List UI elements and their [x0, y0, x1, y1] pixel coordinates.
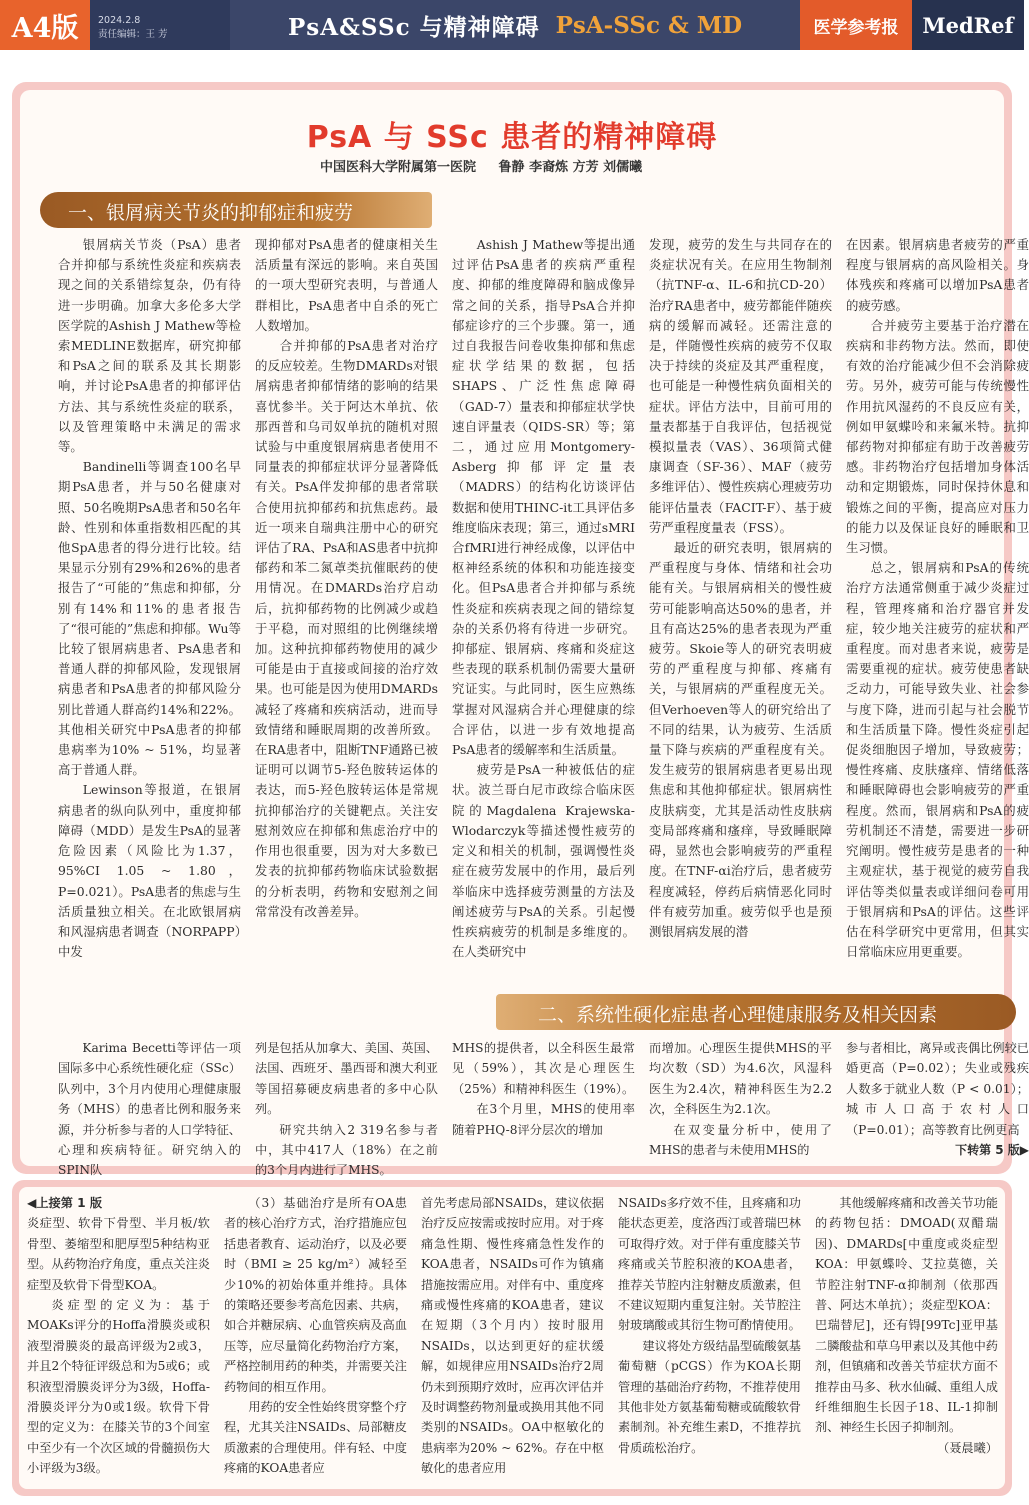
byline — [320, 156, 642, 175]
responsible-editor: 责任编辑：王 芳 — [98, 29, 168, 40]
paragraph: Lewinson等报道，在银屑病患者的纵向队列中，重度抑郁障碍（MDD）是发生PsA的显著危险因素（风险比为1.37，95%CI 1.05 ~ 1.80，P=0.021）。PsA患者的焦虑与生活质量独立相关。在北欧银屑病和风湿病患者调查（NORPAPP）中发 — [58, 782, 241, 960]
section-title — [230, 0, 800, 50]
page-number: A4版 — [0, 0, 90, 50]
continuation-body — [19, 1187, 1005, 1489]
section-2-columns — [58, 1038, 1029, 1178]
paragraph: Bandinelli等调查100名早期PsA患者，并与50名健康对照、50名晚期PsA患者和50名年龄、性别和体重指数相匹配的其他SpA患者的得分进行比较。结果显示分别有29%和26%的患者报告了“可能的”焦虑和抑郁，分别有14%和11%的患者报告了“很可能的”焦虑和抑郁。Wu等比较了银屑病患者、PsA患者和普通人群的抑郁风险，发现银屑病患者和PsA患者的抑郁风险分别比普通人群高约14%和22%。其他相关研究中PsA患者的抑郁患病率为10% ~ 51%，均显著高于普通人群。 — [58, 459, 241, 778]
paragraph: （3）基础治疗是所有OA患者的核心治疗方式，治疗措施应包括患者教育、运动治疗，以及必要时（BMI ≥ 25 kg/m²）减轻至少10%的初始体重并维持。具体的策略还要参考高危因素、共病，如合并糖尿病、心血管疾病及高血压等，应尽量简化药物治疗方案，严格控制用药的种类，并需要关注药物间的相互作用。 — [224, 1196, 407, 1394]
continuation-columns — [27, 1193, 998, 1485]
paragraph: 炎症型、软骨下骨型、半月板/软骨型、萎缩型和肥厚型5种结构亚型。从药物治疗角度，重点关注炎症型及软骨下骨型KOA。 — [27, 1216, 210, 1292]
continued-on-link[interactable]: 下转第 5 版▶ — [955, 1143, 1029, 1158]
text-column-2 — [255, 1038, 438, 1178]
continued-from-link[interactable]: ◀上接第 1 版 — [27, 1196, 103, 1210]
text-column-3 — [421, 1193, 604, 1485]
brand-logo-cn: 医学参考报 — [800, 0, 912, 50]
paragraph: 建议将处方级结晶型硫酸氨基葡萄糖（pCGS）作为KOA长期管理的基础治疗药物，不推荐使用其他非处方氨基葡萄糖或硫酸软骨素制剂。补充维生素D，不推荐抗骨质疏松治疗。 — [618, 1338, 801, 1455]
paragraph: 炎症型的定义为：基于MOAKs评分的Hoffa滑膜炎或积液型滑膜炎的最高评级为2或3，并且2个特征评级总和为5或6；或积液型滑膜炎评分为3级，Hoffa-滑膜炎评分为0或1级。软骨下骨型的定义为：在膝关节的3个间室中至少有一个次区域的骨髓损伤大小评级为3级。 — [27, 1298, 210, 1476]
paragraph: 疲劳是PsA一种被低估的症状。波兰哥白尼市政综合临床医院的Magdalena Krajewska-Wlodarczyk等描述慢性疲劳的定义和相关的机制，强调慢性炎症在疲劳发展中的作用，最后列举临床中选择疲劳测量的方法及阐述疲劳与PsA的关系。引起慢性疾病疲劳的机制是多维度的。在人类研究中 — [452, 762, 635, 960]
paragraph: 列是包括从加拿大、美国、英国、法国、西班牙、墨西哥和澳大利亚等国招募硬皮病患者的多中心队列。 — [255, 1041, 438, 1117]
issue-date: 2024.2.8 — [98, 15, 141, 26]
brand-logo-en: MedRef — [912, 0, 1024, 50]
issue-meta — [90, 0, 230, 50]
paragraph: MHS的提供者，以全科医生最常见（59%），其次是心理医生（25%）和精神科医生（19%）。 — [452, 1041, 635, 1096]
paragraph: 银屑病关节炎（PsA）患者合并抑郁与系统性炎症和疾病表现之间的关系错综复杂，仍有待进一步明确。加拿大多伦多大学医学院的Ashish J Mathew等检索MEDLINE数据库，研究抑郁和PsA之间的联系及其长期影响，并讨论PsA患者的抑郁评估方法、其与系统性炎症的联系，以及管理策略中未满足的需求等。 — [58, 237, 241, 455]
paragraph: 参与者相比，离异或丧偶比例较已婚更高（P=0.02）；失业或残疾人数多于就业人数（P < 0.01）；城市人口高于农村人口（P=0.01）；高等教育比例更高 — [846, 1041, 1029, 1137]
paragraph: 在双变量分析中，使用了MHS的患者与未使用MHS的 — [649, 1122, 832, 1158]
text-column-4 — [618, 1193, 801, 1485]
paragraph: 在3个月里，MHS的使用率随着PHQ-8评分层次的增加 — [452, 1102, 635, 1137]
section-heading-1: 一、银屑病关节炎的抑郁症和疲劳 — [40, 192, 432, 228]
paragraph: 研究共纳入2 319名参与者中，其中417人（18%）在之前的3个月内进行了MHS。 — [255, 1122, 438, 1178]
text-column-3 — [452, 1038, 635, 1173]
text-column-5 — [815, 1193, 998, 1485]
author-signoff: （聂晨曦） — [937, 1440, 998, 1455]
paragraph: NSAIDs多疗效不佳，且疼痛和功能状态更差，度洛西汀或普瑞巴林可取得疗效。对于伴有重度膝关节疼痛或关节腔积液的KOA患者，推荐关节腔内注射糖皮质激素，但不建议短期内重复注射。关节腔注射玻璃酸或其衍生物可酌情使用。 — [618, 1196, 801, 1333]
text-column-2 — [224, 1193, 407, 1485]
paragraph: Ashish J Mathew等提出通过评估PsA患者的疾病严重程度、抑郁的维度障碍和脑成像异常之间的关系，指导PsA合并抑郁症诊疗的三个步骤。第一，通过自我报告问卷收集抑郁和焦虑症状学结果的数据，包括SHAPS、广泛性焦虑障碍（GAD-7）量表和抑郁症状学快速自评量表（QIDS-SR）等；第二，通过应用Montgomery-Asberg抑郁评定量表（MADRS）的结构化访谈评估数据和使用THINC-it工具评估多维度临床表现；第三，通过sMRI合fMRI进行神经成像，以评估中枢神经系统的体积和功能连接变化。但PsA患者合并抑郁与系统性炎症和疾病表现之间的错综复杂的关系仍将有待进一步研究。抑郁症、银屑病、疼痛和炎症这些表现的联系机制仍需要大量研究证实。与此同时，医生应熟练掌握对风湿病合并心理健康的综合评估，以进一步有效地提高PsA患者的缓解率和生活质量。 — [452, 237, 635, 758]
text-column-5 — [846, 235, 1029, 985]
article-title: PsA 与 SSc 患者的精神障碍 — [306, 120, 718, 155]
article-body — [20, 90, 1029, 1178]
article-frame — [12, 82, 1029, 1178]
paragraph: 用药的安全性始终贯穿整个疗程，尤其关注NSAIDs、局部糖皮质激素的合理使用。伴有轻、中度疼痛的KOA患者应 — [224, 1400, 407, 1476]
paragraph: 现抑郁对PsA患者的健康相关生活质量有深远的影响。来自英国的一项大型研究表明，与普通人群相比，PsA患者中自杀的死亡人数增加。 — [255, 237, 438, 333]
text-column-1 — [58, 1038, 241, 1178]
paragraph: 总之，银屑病和PsA的传统治疗方法通常侧重于减少炎症过程，管理疼痛和治疗器官并发症，较少地关注疲劳的症状和严重程度。而对患者来说，疲劳是需要重视的症状。疲劳使患者缺乏动力，可能导致失业、社会参与度下降，进而引起与社会脱节和生活质量下降。慢性炎症引起促炎细胞因子增加，导致疲劳；慢性疼痛、皮肤瘙痒、情绪低落和睡眠障碍也会影响疲劳的严重程度。然而，银屑病和PsA的疲劳机制还不清楚，需要进一步研究阐明。慢性疲劳是患者的一种主观症状，基于视觉的疲劳自我评估等类似量表或详细问卷可用于银屑病和PsA的评估。这些评估在科学研究中更常用，但其实日常临床应用更重要。 — [846, 560, 1029, 960]
paragraph: 首先考虑局部NSAIDs，建议依据治疗反应按需或按时应用。对于疼痛急性期、慢性疼痛急性发作的KOA患者，NSAIDs可作为镇痛措施按需应用。对伴有中、重度疼痛或慢性疼痛的KOA患者，建议在短期（3个月内）按时服用NSAIDs，以达到更好的症状缓解，如规律应用NSAIDs治疗2周仍未到预期疗效时，应再次评估并及时调整药物剂量或换用其他不同类别的NSAIDs。OA中枢敏化的患病率为20% ~ 62%。存在中枢敏化的患者应用 — [421, 1196, 604, 1476]
continuation-frame — [12, 1180, 1012, 1496]
text-column-1 — [58, 235, 241, 985]
text-column-2 — [255, 235, 438, 985]
paragraph: 最近的研究表明，银屑病的严重程度与身体、情绪和社会功能有关。与银屑病相关的慢性疲劳可能影响高达50%的患者，并且有高达25%的患者表现为严重疲劳。Skoie等人的研究表明疲劳的严重程度与抑郁、疼痛有关，与银屑病的严重程度无关。但Verhoeven等人的研究给出了不同的结果，认为疲劳、生活质量下降与疾病的严重程度有关。发生疲劳的银屑病患者更易出现焦虑和其他抑郁症状。银屑病性皮肤病变，尤其是活动性皮肤病变局部疼痛和瘙痒，导致睡眠障碍，显然也会影响疲劳的严重程度。在TNF-αi治疗后，患者疲劳程度减轻，停药后病情恶化同时伴有疲劳加重。疲劳似乎也是预测银屑病发展的潜 — [649, 540, 832, 939]
text-column-4 — [649, 235, 832, 985]
paragraph: 而增加。心理医生提供MHS的平均次数（SD）为4.6次，风湿科医生为2.4次，精神科医生为2.2次，全科医生为2.1次。 — [649, 1041, 832, 1117]
paragraph: Karima Becetti等评估一项国际多中心系统性硬化症（SSc）队列中，3个月内使用心理健康服务（MHS）的患者比例和服务来源，并分析参与者的人口学特征、心理和疾病特征。研究纳入的SPIN队 — [58, 1041, 241, 1178]
text-column-1 — [27, 1193, 210, 1485]
paragraph: 其他缓解疼痛和改善关节功能的药物包括：DMOAD(双醋瑞因)、DMARDs[中重度或炎症型KOA：甲氨蝶呤、艾拉莫德，关节腔注射TNF-α抑制剂（依那西普、阿达木单抗）；炎症型KOA：巴瑞替尼]，还有锝[99Tc]亚甲基二膦酸盐和草乌甲素以及其他中药剂，但镇痛和改善关节症状方面不推荐由马多、秋水仙碱、重组人成纤维细胞生长因子18、IL-1抑制剂、神经生长因子抑制剂。 — [815, 1196, 998, 1435]
section-title-en: PsA-SSc & MD — [555, 11, 743, 39]
section-heading-2: 二、系统性硬化症患者心理健康服务及相关因素 — [496, 994, 1016, 1030]
section-title-cn: PsA&SSc 与精神障碍 — [288, 13, 540, 41]
paragraph: 合并抑郁的PsA患者对治疗的反应较差。生物DMARDs对银屑病患者抑郁情绪的影响的结果喜忧参半。关于阿达木单抗、依那西普和乌司奴单抗的随机对照试验与中重度银屑病患者使用不同量表的抑郁症状评分显著降低有关。PsA伴发抑郁的患者常联合使用抗抑郁药和抗焦虑药。最近一项来自瑞典注册中心的研究评估了RA、PsA和AS患者中抗抑郁药和苯二氮䓬类抗催眠药的使用情况。在DMARDs治疗启动后，抗抑郁药物的比例减少或趋于平稳，而对照组的比例继续增加。这种抗抑郁药物使用的减少可能是由于直接或间接的治疗效果。也可能是因为使用DMARDs减轻了疼痛和疾病活动，进而导致情绪和睡眠周期的改善所致。在RA患者中，阻断TNF通路已被证明可以调节5-羟色胺转运体的表达，而5-羟色胺转运体是常规抗抑郁治疗的关键靶点。关注安慰剂效应在抑郁和焦虑治疗中的作用也很重要，因为对大多数已发表的抗抑郁药物临床试验数据的分析表明，药物和安慰剂之间常常没有改善差异。 — [255, 338, 438, 919]
section-1-columns — [58, 235, 1029, 985]
text-column-5 — [846, 1038, 1029, 1173]
authors: 鲁静 李裔炼 方芳 刘儒曦 — [498, 160, 643, 175]
affiliation: 中国医科大学附属第一医院 — [320, 160, 477, 175]
paragraph: 合并疲劳主要基于治疗潜在疾病和非药物方法。然而，即使有效的治疗能减少但不会消除疲劳。另外，疲劳可能与传统慢性作用抗风湿药的不良反应有关，例如甲氨蝶呤和来氟米特。抗抑郁药物对抑郁症有助于改善疲劳感。非药物治疗包括增加身体活动和定期锻炼，同时保持休息和锻炼之间的平衡，提高应对压力的能力以及保证良好的睡眠和卫生习惯。 — [846, 317, 1029, 556]
paragraph: 在因素。银屑病患者疲劳的严重程度与银屑病的高风险相关。身体残疾和疼痛可以增加PsA患者的疲劳感。 — [846, 237, 1029, 313]
page-header — [0, 0, 1024, 50]
text-column-4 — [649, 1038, 832, 1173]
paragraph: 发现，疲劳的发生与共同存在的炎症状况有关。在应用生物制剂（抗TNF-α、IL-6和抗CD-20）治疗RA患者中，疲劳都能伴随疾病的缓解而减轻。还需注意的是，伴随慢性疾病的疲劳不仅取决于持续的炎症及其严重程度，也可能是一种慢性病负面相关的症状。评估方法中，目前可用的量表都基于自我评估，包括视觉模拟量表（VAS）、36项简式健康调查（SF-36）、MAF（疲劳多维评估）、慢性疾病心理疲劳功能评估量表（FACIT-F）、基于疲劳严重程度量表（FSS）。 — [649, 237, 832, 535]
text-column-3 — [452, 235, 635, 985]
